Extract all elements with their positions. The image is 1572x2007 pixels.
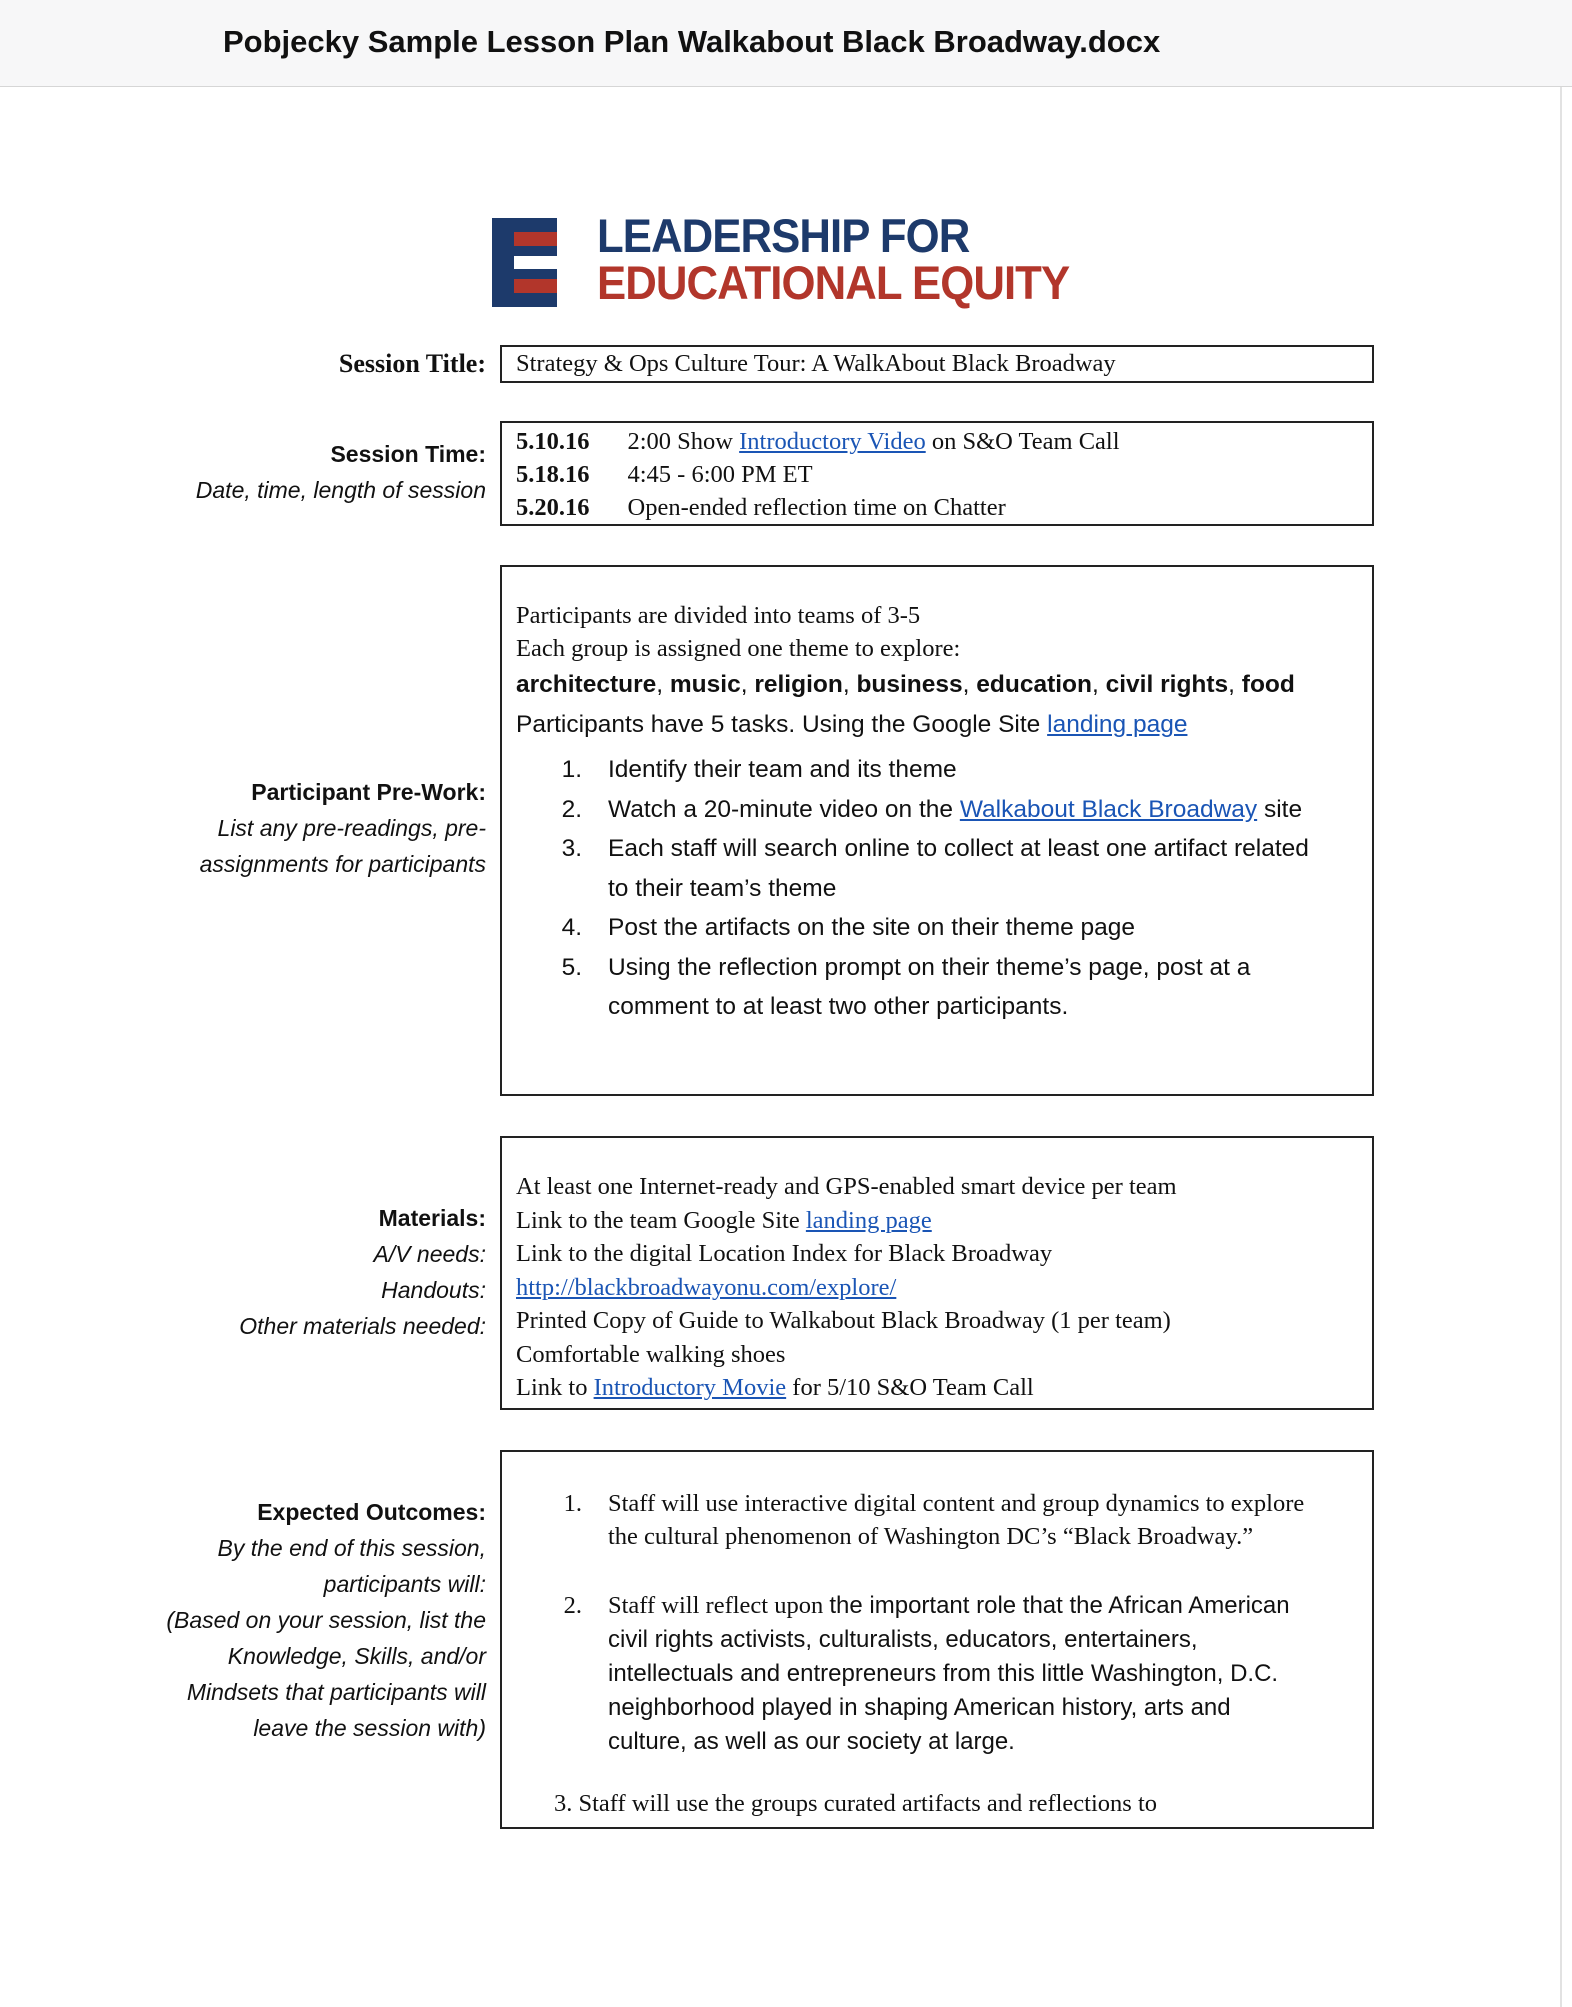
list-text: Using the reflection prompt on their theme’s page, post at a (608, 953, 1251, 981)
theme: civil rights (1105, 671, 1229, 698)
prework-task-list (502, 750, 1362, 1027)
list-text: Watch a 20-minute video on the (608, 795, 960, 823)
session-time-text: 4:45 - 6:00 PM ET (627, 461, 813, 488)
materials-sublabel: Handouts: (381, 1277, 486, 1303)
theme: architecture (516, 671, 657, 698)
list-number: 2. (563, 1592, 582, 1619)
list-text: Post the artifacts on the site on their theme page (608, 914, 1136, 941)
materials-text: Link to the team Google Site (516, 1207, 806, 1234)
materials-text: Link to (516, 1374, 594, 1401)
document-title: Pobjecky Sample Lesson Plan Walkabout Black Broadway.docx (223, 24, 1161, 59)
materials-line: Printed Copy of Guide to Walkabout Black Broadway (1 per team) (516, 1307, 1171, 1334)
session-date: 5.18.16 (516, 461, 590, 488)
outcomes-sublabel: By the end of this session, (217, 1535, 486, 1561)
outcome-text: intellectuals and entrepreneurs from this little Washington, D.C. (608, 1660, 1279, 1687)
list-number: 5. (561, 953, 582, 981)
session-date: 5.20.16 (516, 494, 590, 521)
prework-intro: Participants are divided into teams of 3-5 (516, 602, 921, 629)
tasks-text: Participants have 5 tasks. Using the Google Site (516, 711, 1048, 738)
materials-line (516, 1374, 1034, 1402)
materials-line (516, 1207, 932, 1235)
list-number: 4. (561, 914, 582, 941)
theme: business (856, 671, 963, 698)
prework-labels (200, 774, 486, 882)
list-text: site (1257, 795, 1303, 823)
prework-label: Participant Pre-Work: (251, 779, 486, 805)
list-text: Each staff will search online to collect at least one artifact related (608, 835, 1309, 862)
outcome-text: culture, as well as our society at large. (608, 1728, 1015, 1755)
materials-line: At least one Internet-ready and GPS-enabled smart device per team (516, 1173, 1177, 1200)
outcome-item: 3. Staff will use the groups curated artifacts and reflections to (554, 1790, 1158, 1817)
location-index-link[interactable]: http://blackbroadwayonu.com/explore/ (516, 1274, 897, 1301)
session-time-labels (196, 436, 486, 508)
session-time-row (516, 425, 1120, 458)
lee-logo-mark-icon (492, 218, 557, 307)
walkabout-link[interactable]: Walkabout Black Broadway (959, 795, 1258, 823)
window-titlebar (0, 0, 1572, 87)
session-time-sublabel: Date, time, length of session (195, 477, 486, 503)
landing-page-link[interactable]: landing page (1047, 711, 1188, 738)
list-text: Identify their team and its theme (608, 756, 957, 783)
session-time-text: Open-ended reflection time on Chatter (627, 494, 1006, 521)
session-title-box (500, 345, 1374, 383)
list-text: comment to at least two other participants. (608, 993, 1069, 1020)
outcome-text: the important role that the African American (829, 1592, 1290, 1619)
session-time-label: Session Time: (330, 441, 486, 467)
outcomes-box (500, 1450, 1374, 1829)
introductory-movie-link[interactable]: Introductory Movie (593, 1374, 787, 1401)
session-title-value: Strategy & Ops Culture Tour: A WalkAbout Black Broadway (516, 350, 1116, 377)
materials-sublabel: A/V needs: (373, 1241, 486, 1267)
materials-line: Link to the digital Location Index for Black Broadway (516, 1240, 1053, 1267)
list-item (502, 908, 1362, 948)
prework-intro: Each group is assigned one theme to explore: (516, 635, 961, 662)
materials-line: Comfortable walking shoes (516, 1341, 786, 1368)
outcomes-labels (166, 1494, 486, 1746)
list-number: 1. (561, 756, 582, 783)
theme: education (976, 671, 1092, 698)
session-time-row (516, 458, 813, 491)
prework-box (500, 565, 1374, 1096)
list-text: to their team’s theme (608, 874, 837, 902)
theme: religion (754, 671, 843, 698)
materials-label: Materials: (378, 1205, 486, 1231)
logo-line-2: EDUCATIONAL EQUITY (597, 256, 1070, 309)
theme: music (669, 671, 741, 698)
logo-line-1: LEADERSHIP FOR (597, 209, 970, 262)
landing-page-link[interactable]: landing page (805, 1207, 932, 1234)
materials-sublabel: Other materials needed: (239, 1313, 486, 1339)
outcomes-sublabel: participants will: (323, 1571, 486, 1597)
outcomes-sublabel: Mindsets that participants will (186, 1679, 486, 1705)
session-time-row (516, 491, 1006, 524)
prework-tasks-intro (516, 711, 1187, 739)
materials-box (500, 1136, 1374, 1410)
session-title-label: Session Title: (338, 349, 486, 378)
outcome-text: Staff will use interactive digital content and group dynamics to explore (608, 1490, 1305, 1517)
session-time-text: 2:00 Show (627, 428, 740, 455)
materials-text: for 5/10 S&O Team Call (786, 1374, 1034, 1401)
list-number: 3. (561, 835, 582, 862)
session-time-box (500, 421, 1374, 526)
list-item (502, 829, 1362, 908)
outcomes-sublabel: Knowledge, Skills, and/or (227, 1643, 486, 1669)
logo-wordmark (597, 209, 1070, 309)
list-item (502, 948, 1362, 1027)
outcome-text: civil rights activists, culturalists, educators, entertainers, (608, 1626, 1198, 1653)
outcomes-sublabel: leave the session with) (253, 1715, 486, 1741)
prework-sublabel: List any pre-readings, pre- (217, 815, 486, 841)
list-item (502, 750, 1362, 790)
outcomes-sublabel: (Based on your session, list the (166, 1607, 486, 1633)
materials-line (516, 1274, 896, 1302)
outcomes-label: Expected Outcomes: (257, 1499, 486, 1525)
theme: food (1241, 671, 1295, 698)
outcome-text: Staff will reflect upon (608, 1592, 830, 1619)
list-item (502, 790, 1362, 830)
outcome-text: neighborhood played in shaping American history, arts and (608, 1694, 1231, 1721)
outcome-text: the cultural phenomenon of Washington DC’s “Black Broadway.” (608, 1523, 1254, 1550)
session-time-text-post: on S&O Team Call (925, 428, 1120, 455)
materials-labels (239, 1200, 486, 1344)
prework-themes: architecture, music, religion, business, education, civil rights, food (516, 671, 1295, 698)
list-number: 1. (563, 1490, 582, 1517)
introductory-video-link[interactable]: Introductory Video (739, 428, 926, 455)
list-number: 2. (561, 795, 582, 823)
session-date: 5.10.16 (516, 428, 590, 455)
prework-sublabel: assignments for participants (199, 851, 486, 877)
